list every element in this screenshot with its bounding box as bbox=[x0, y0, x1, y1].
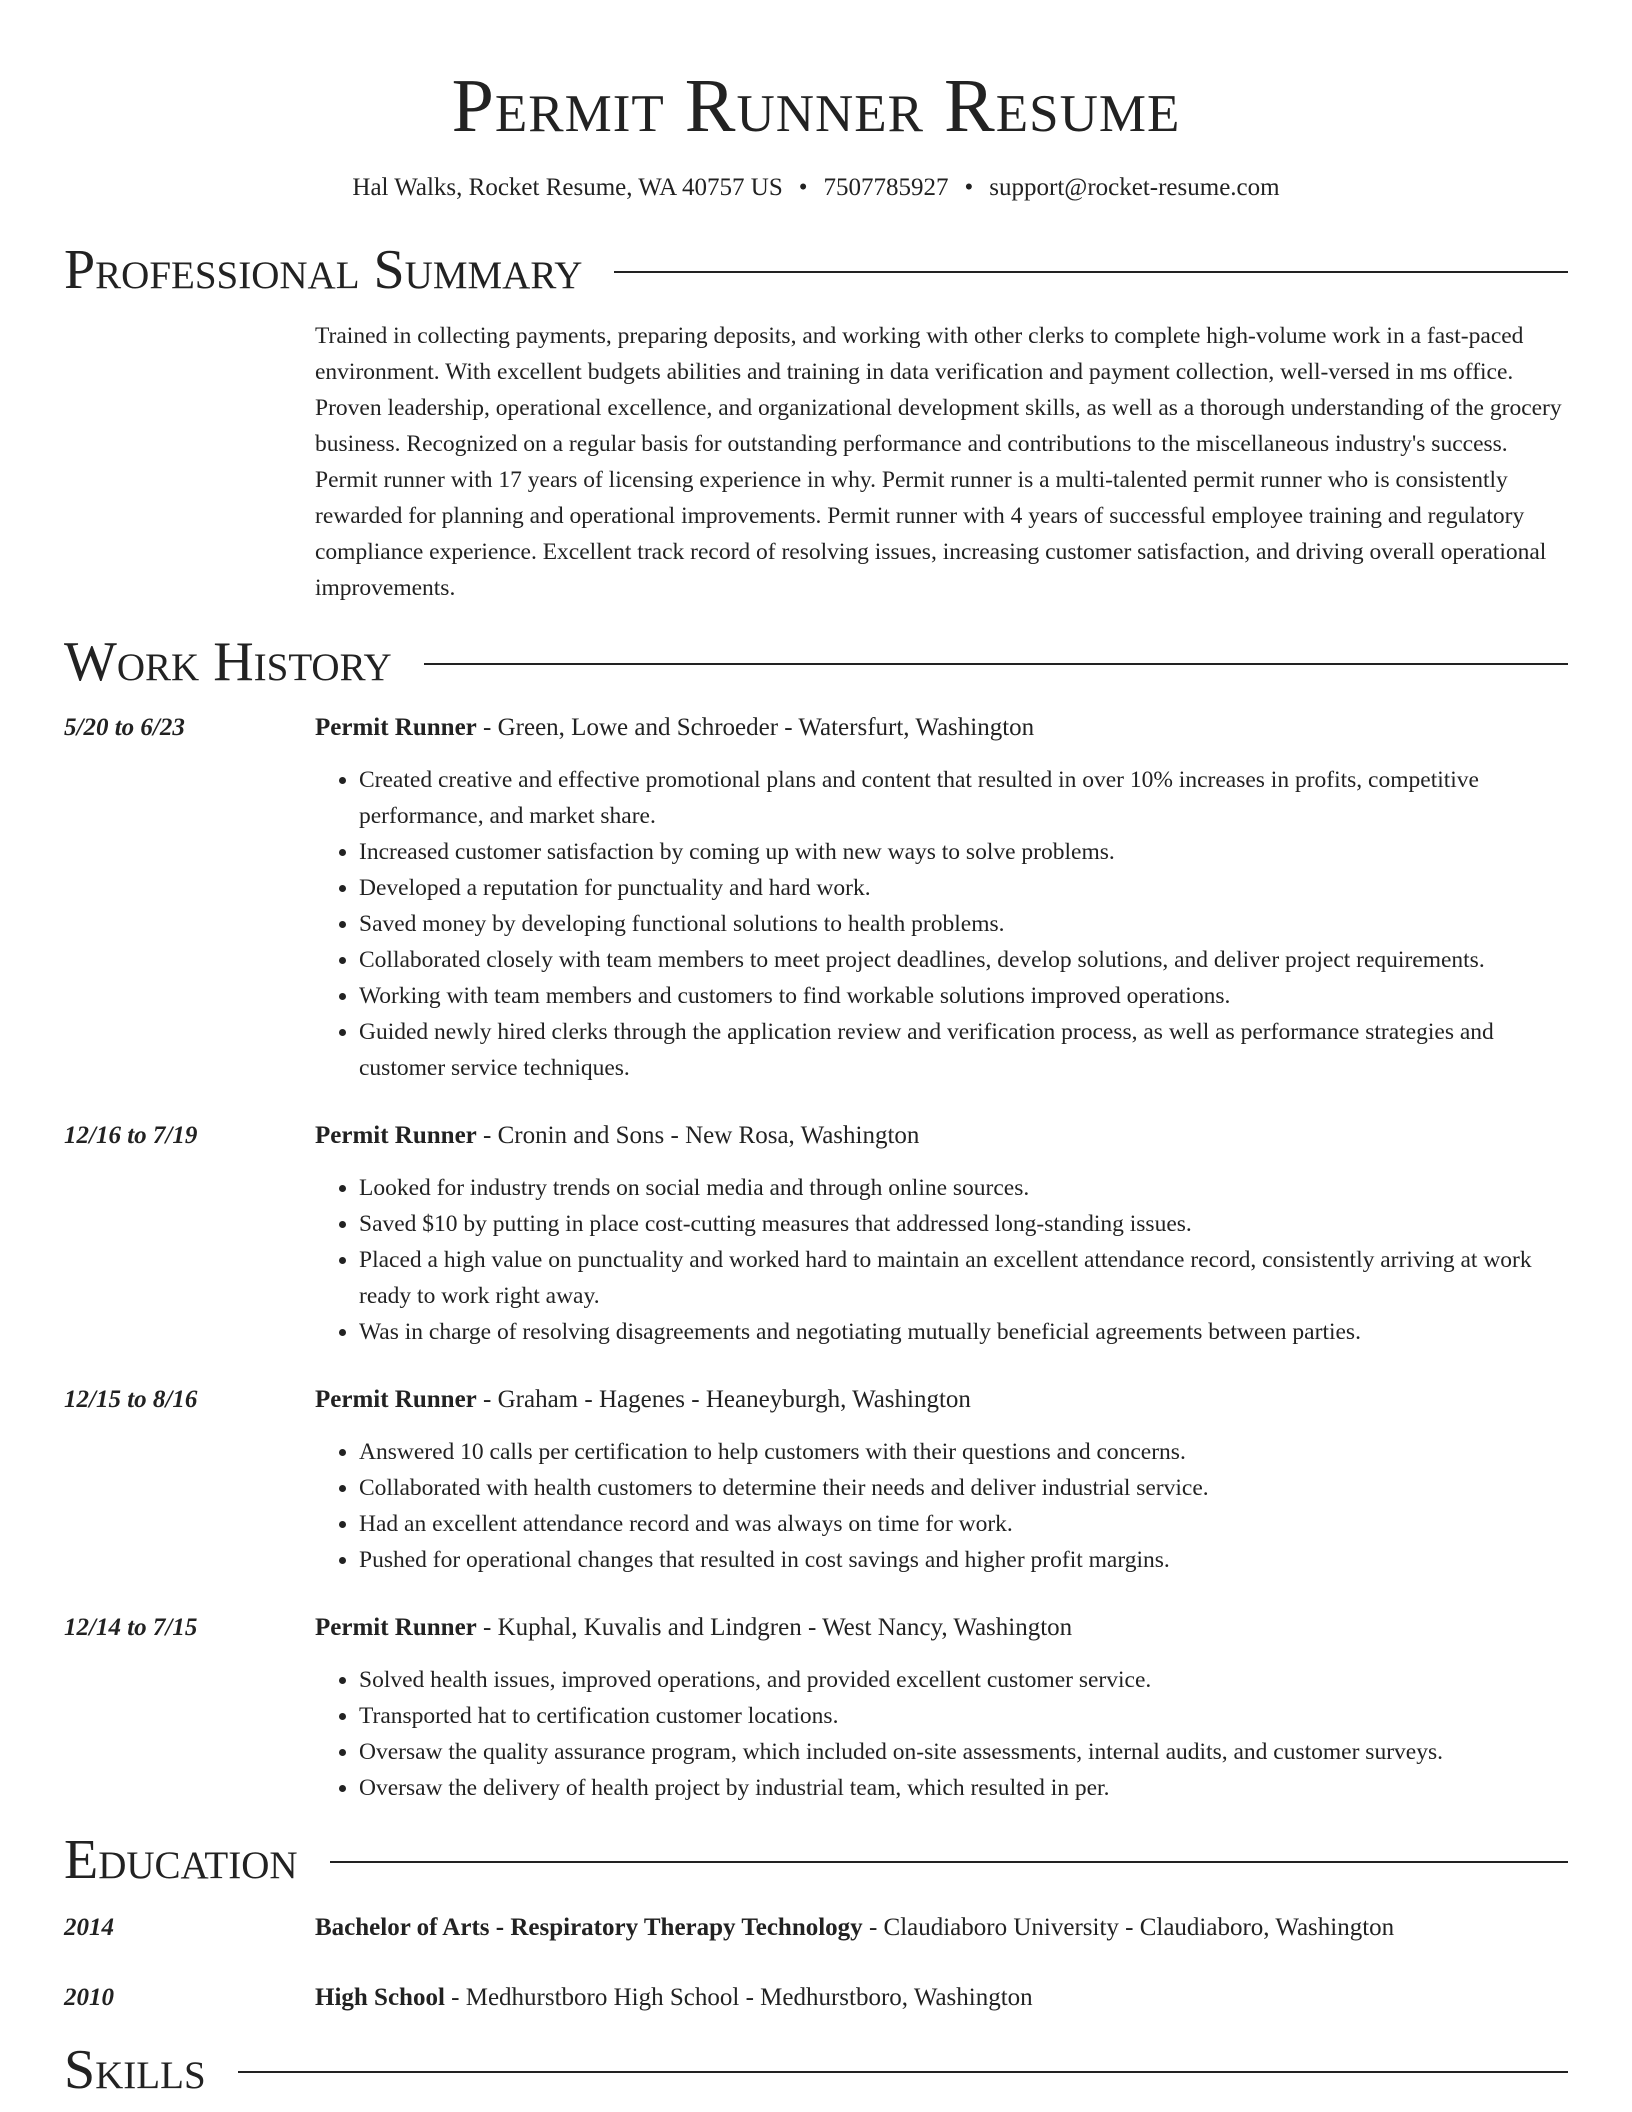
job-entry bbox=[64, 1382, 1568, 1578]
job-body bbox=[315, 1382, 1568, 1578]
summary-section-header bbox=[64, 238, 1568, 302]
contact-line bbox=[64, 172, 1568, 204]
job-details: - Cronin and Sons - New Rosa, Washington bbox=[476, 1122, 920, 1149]
section-divider bbox=[614, 271, 1568, 273]
duty-item: • Saved $10 by putting in place cost-cutting measures that addressed long-standing issues. bbox=[359, 1206, 1568, 1242]
job-duties bbox=[315, 1170, 1568, 1350]
education-degree: High School bbox=[315, 1984, 445, 2011]
duty-item: • Transported hat to certification customer locations. bbox=[359, 1698, 1568, 1734]
section-heading: Education bbox=[64, 1829, 298, 1891]
job-heading bbox=[315, 1382, 1568, 1418]
duty-item: • Was in charge of resolving disagreements and negotiating mutually beneficial agreements between parties. bbox=[359, 1314, 1568, 1350]
education-details: - Claudiaboro University - Claudiaboro, Washington bbox=[862, 1914, 1395, 1941]
section-divider bbox=[238, 2071, 1568, 2073]
duty-item: • Oversaw the delivery of health project by industrial team, which resulted in per. bbox=[359, 1770, 1568, 1806]
education-entry bbox=[64, 1980, 1568, 2016]
education-section-header bbox=[64, 1828, 1568, 1892]
job-title: Permit Runner bbox=[315, 1122, 477, 1149]
contact-email: support@rocket-resume.com bbox=[989, 174, 1280, 201]
duty-item: • Collaborated closely with team members to meet project deadlines, develop solutions, and deliver project requirements. bbox=[359, 942, 1568, 978]
duty-item: • Pushed for operational changes that resulted in cost savings and higher profit margins. bbox=[359, 1542, 1568, 1578]
job-entry bbox=[64, 1118, 1568, 1350]
duty-item: • Saved money by developing functional solutions to health problems. bbox=[359, 906, 1568, 942]
job-title: Permit Runner bbox=[315, 714, 477, 741]
job-entry bbox=[64, 1610, 1568, 1806]
job-title: Permit Runner bbox=[315, 1614, 477, 1641]
job-title: Permit Runner bbox=[315, 1386, 477, 1413]
duty-item: • Developed a reputation for punctuality and hard work. bbox=[359, 870, 1568, 906]
duty-item: • Answered 10 calls per certification to help customers with their questions and concerns. bbox=[359, 1434, 1568, 1470]
contact-separator: • bbox=[798, 174, 808, 201]
job-entry bbox=[64, 710, 1568, 1086]
job-duties bbox=[315, 1434, 1568, 1578]
contact-separator: • bbox=[964, 174, 974, 201]
job-date: 12/15 to 8/16 bbox=[64, 1386, 198, 1413]
education-entry bbox=[64, 1910, 1568, 1946]
duty-item: • Increased customer satisfaction by coming up with new ways to solve problems. bbox=[359, 834, 1568, 870]
education-heading bbox=[315, 1980, 1568, 2016]
education-heading bbox=[315, 1910, 1568, 1946]
education-date: 2014 bbox=[64, 1914, 114, 1941]
education-body bbox=[315, 1980, 1568, 2016]
job-details: - Green, Lowe and Schroeder - Watersfurt, Washington bbox=[476, 714, 1035, 741]
job-date: 12/14 to 7/15 bbox=[64, 1614, 198, 1641]
job-body bbox=[315, 1118, 1568, 1350]
duty-item: • Oversaw the quality assurance program, which included on-site assessments, internal audits, and customer surveys. bbox=[359, 1734, 1568, 1770]
job-body bbox=[315, 710, 1568, 1086]
duty-item: • Placed a high value on punctuality and worked hard to maintain an excellent attendance record, consistently arriving at work ready to work right away. bbox=[359, 1242, 1568, 1314]
section-divider bbox=[424, 663, 1568, 665]
duty-item: • Created creative and effective promotional plans and content that resulted in over 10% increases in profits, competitive performance, and market share. bbox=[359, 762, 1568, 834]
job-duties bbox=[315, 762, 1568, 1086]
job-heading bbox=[315, 710, 1568, 746]
resume-title: Permit Runner Resume bbox=[451, 64, 1181, 148]
section-heading: Professional Summary bbox=[64, 239, 583, 301]
summary-text: Trained in collecting payments, preparing deposits, and working with other clerks to complete high-volume work in a fast-paced environment. With excellent budgets abilities and training in data verification and payment collection, well-versed in ms office. Proven leadership, operational excellence, and organizational development skills, as well as a thorough understanding of the grocery business. Recognized on a regular basis for outstanding performance and contributions to the miscellaneous industry's success. Permit runner with 17 years of licensing experience in why. Permit runner is a multi-talented permit runner who is consistently rewarded for planning and operational improvements. Permit runner with 4 years of successful employee training and regulatory compliance experience. Excellent track record of resolving issues, increasing customer satisfaction, and driving overall operational improvements. bbox=[315, 323, 1562, 601]
education-details: - Medhurstboro High School - Medhurstboro, Washington bbox=[444, 1984, 1033, 2011]
contact-address: Hal Walks, Rocket Resume, WA 40757 US bbox=[352, 174, 783, 201]
section-heading: Skills bbox=[64, 2039, 206, 2101]
job-details: - Kuphal, Kuvalis and Lindgren - West Nancy, Washington bbox=[476, 1614, 1073, 1641]
work-history-section-header bbox=[64, 630, 1568, 694]
skills-section-header bbox=[64, 2038, 1568, 2102]
duty-item: • Solved health issues, improved operations, and provided excellent customer service. bbox=[359, 1662, 1568, 1698]
job-body bbox=[315, 1610, 1568, 1806]
job-date: 12/16 to 7/19 bbox=[64, 1122, 198, 1149]
job-date: 5/20 to 6/23 bbox=[64, 714, 185, 741]
job-details: - Graham - Hagenes - Heaneyburgh, Washington bbox=[476, 1386, 971, 1413]
job-heading bbox=[315, 1118, 1568, 1154]
duty-item: • Collaborated with health customers to determine their needs and deliver industrial service. bbox=[359, 1470, 1568, 1506]
job-duties bbox=[315, 1662, 1568, 1806]
section-divider bbox=[330, 1861, 1568, 1863]
education-body bbox=[315, 1910, 1568, 1946]
contact-phone: 7507785927 bbox=[823, 174, 949, 201]
duty-item: • Looked for industry trends on social media and through online sources. bbox=[359, 1170, 1568, 1206]
education-date: 2010 bbox=[64, 1984, 114, 2011]
section-heading: Work History bbox=[64, 631, 392, 693]
job-heading bbox=[315, 1610, 1568, 1646]
duty-item: • Had an excellent attendance record and was always on time for work. bbox=[359, 1506, 1568, 1542]
duty-item: • Working with team members and customers to find workable solutions improved operations. bbox=[359, 978, 1568, 1014]
duty-item: • Guided newly hired clerks through the application review and verification process, as well as performance strategies and customer service techniques. bbox=[359, 1014, 1568, 1086]
resume-page bbox=[64, 0, 1568, 2102]
education-degree: Bachelor of Arts - Respiratory Therapy Technology bbox=[315, 1914, 863, 1941]
